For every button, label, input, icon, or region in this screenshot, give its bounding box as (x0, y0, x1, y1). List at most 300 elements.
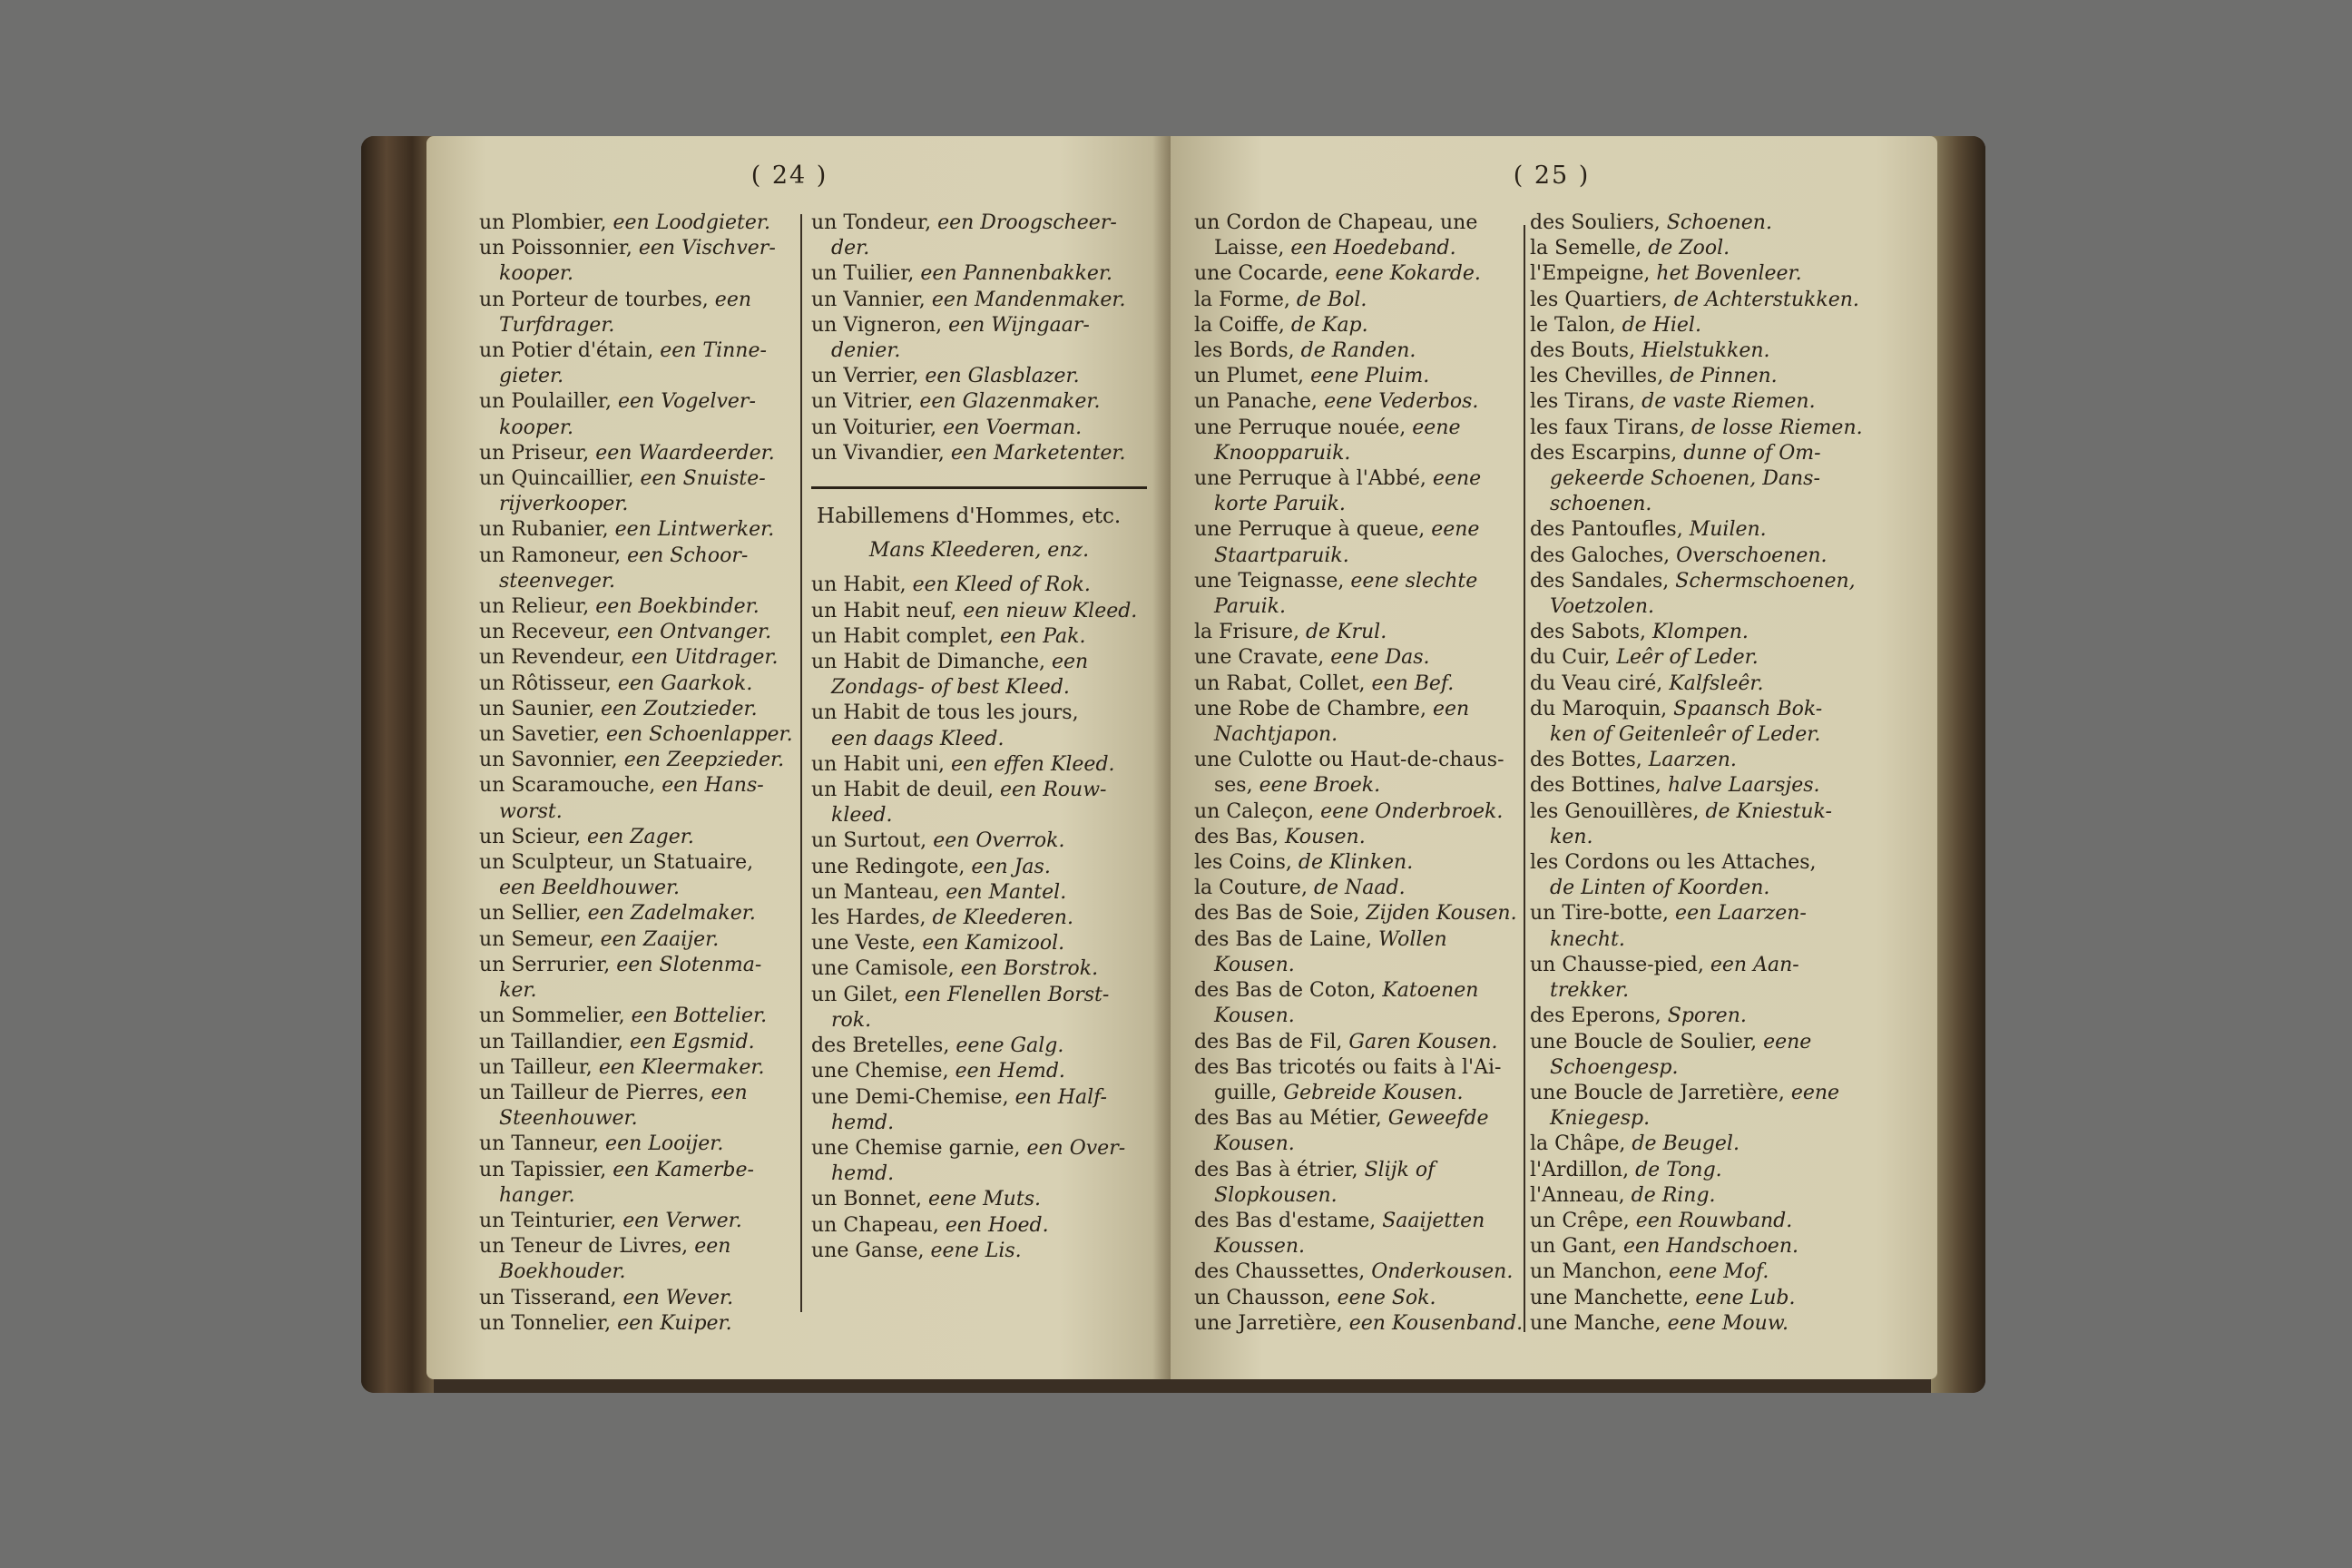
french-term: des Souliers, (1530, 211, 1661, 234)
dictionary-entry (1530, 389, 1893, 415)
dutch-term: eene Sok. (1337, 1286, 1436, 1309)
dictionary-entry (1194, 1055, 1530, 1081)
french-term: un Crêpe, (1530, 1209, 1630, 1232)
dictionary-entry (811, 752, 1147, 778)
dictionary-entry (811, 906, 1147, 931)
entry-continuation (1530, 492, 1893, 517)
dutch-term: de Kap. (1290, 313, 1368, 337)
dutch-term: gieter. (499, 365, 564, 388)
dictionary-entry (1194, 569, 1530, 594)
dutch-term: een Schoenlapper. (605, 723, 793, 747)
french-term: un Savetier, (479, 723, 600, 747)
dictionary-entry (1530, 517, 1893, 543)
french-term: une Cravate, (1194, 646, 1325, 670)
dutch-term: Zijden Kousen. (1366, 902, 1517, 926)
dictionary-entry (1530, 1081, 1893, 1106)
french-term: un Habit neuf, (811, 599, 957, 622)
french-term: un Saunier, (479, 697, 595, 720)
dutch-term: een Snuiste- (640, 467, 766, 491)
dutch-term: een Hans- (662, 774, 764, 798)
french-term: les Coins, (1194, 851, 1292, 875)
french-term: un Relieur, (479, 595, 590, 619)
dictionary-entry (1194, 645, 1530, 671)
column-2-bottom-list (811, 573, 1147, 1263)
dutch-term: de Beugel. (1632, 1132, 1740, 1156)
dictionary-entry (479, 825, 788, 850)
french-term: un Potier d'étain, (479, 339, 654, 363)
french-term: un Chapeau, (811, 1213, 939, 1237)
french-term: l'Empeigne, (1530, 262, 1651, 286)
french-term: la Coiffe, (1194, 313, 1285, 337)
french-term: un Rôtisseur, (479, 671, 612, 695)
french-term: une Boucle de Jarretière, (1530, 1081, 1785, 1104)
dutch-term: knecht. (1550, 927, 1625, 951)
french-term: des Bas de Soie, (1194, 902, 1360, 926)
french-term: une Perruque à queue, (1194, 518, 1426, 542)
dictionary-entry (1530, 1030, 1893, 1055)
french-term: une Boucle de Soulier, (1530, 1030, 1758, 1054)
entry-continuation (811, 803, 1147, 828)
french-term: ses, (1214, 774, 1253, 798)
french-term: un Scieur, (479, 825, 582, 848)
left-page-column-2 (811, 211, 1147, 1264)
dutch-term: een Hemd. (955, 1060, 1065, 1083)
dutch-term: een (694, 1235, 731, 1259)
dictionary-entry (1194, 1311, 1530, 1337)
dutch-term: een Gaarkok. (617, 671, 753, 695)
dictionary-entry (479, 389, 788, 415)
dictionary-entry (1530, 645, 1893, 671)
dutch-term: een Beeldhouwer. (499, 877, 681, 900)
dictionary-entry (1530, 544, 1893, 569)
dutch-term: Staartparuik. (1214, 544, 1349, 567)
dutch-term: Sporen. (1667, 1004, 1747, 1028)
dictionary-entry (1530, 416, 1893, 441)
french-term: un Tuilier, (811, 262, 915, 286)
dictionary-entry (811, 624, 1147, 650)
dutch-term: ken. (1550, 825, 1593, 848)
dutch-term: de Bol. (1296, 288, 1367, 311)
dictionary-entry (479, 288, 788, 313)
entry-continuation (1530, 825, 1893, 850)
french-term: un Receveur, (479, 621, 611, 644)
dutch-term: een Mandenmaker. (931, 288, 1126, 311)
dictionary-entry (1194, 338, 1530, 364)
dictionary-entry (1194, 1030, 1530, 1055)
dictionary-entry (1530, 313, 1893, 338)
dutch-term: Schermschoenen, (1675, 569, 1856, 593)
dictionary-entry (1194, 671, 1530, 697)
dutch-term: Slijk of (1364, 1158, 1436, 1181)
french-term: des Bretelles, (811, 1034, 950, 1058)
dictionary-entry (1530, 1158, 1893, 1183)
dutch-term: een Kamerbe- (612, 1158, 754, 1181)
dictionary-entry (1530, 850, 1893, 876)
dutch-term: een Kleed of Rok. (912, 573, 1091, 597)
french-term: un Scaramouche, (479, 774, 656, 798)
book-right-edge (1931, 136, 1985, 1393)
french-term: des Sabots, (1530, 621, 1647, 644)
book-left-edge (361, 136, 434, 1393)
french-term: un Plombier, (479, 211, 607, 234)
dutch-term: een nieuw Kleed. (963, 599, 1138, 622)
french-term: un Gilet, (811, 983, 898, 1006)
dictionary-entry (1194, 620, 1530, 645)
dutch-term: korte Paruik. (1214, 493, 1346, 516)
french-term: des Bas tricotés ou faits à l'Ai- (1194, 1055, 1502, 1079)
dutch-term: Kousen. (1214, 1004, 1295, 1028)
french-term: un Bonnet, (811, 1188, 922, 1211)
dictionary-entry (479, 953, 788, 978)
french-term: un Teinturier, (479, 1209, 617, 1232)
right-page-column-1 (1194, 211, 1530, 1337)
dictionary-entry (1194, 261, 1530, 287)
dictionary-entry (479, 1286, 788, 1311)
entry-continuation (479, 1259, 788, 1285)
french-term: des Galoches, (1530, 544, 1671, 567)
dutch-term: Overschoenen. (1676, 544, 1828, 567)
dictionary-entry (811, 828, 1147, 854)
french-term: un Savonnier, (479, 749, 618, 772)
dutch-term: Gebreide Kousen. (1283, 1081, 1464, 1104)
french-term: une Manchette, (1530, 1286, 1690, 1309)
dutch-term: Zondags- of best Kleed. (831, 676, 1070, 700)
dutch-term: een Vischver- (638, 237, 776, 260)
dutch-term: een Hoedeband. (1290, 237, 1456, 260)
dictionary-entry (479, 850, 788, 876)
dictionary-entry (1194, 288, 1530, 313)
dutch-term: eene (1412, 416, 1461, 439)
dictionary-entry (479, 671, 788, 697)
dictionary-entry (811, 1187, 1147, 1212)
dutch-term: een Aan- (1710, 953, 1799, 976)
dutch-term: een Borstrok. (960, 957, 1099, 981)
dictionary-entry (479, 1132, 788, 1157)
dutch-term: Koussen. (1214, 1235, 1306, 1259)
dutch-term: eene Mof. (1669, 1260, 1769, 1284)
dutch-term: de Ring. (1631, 1183, 1716, 1207)
french-term: un Vannier, (811, 288, 926, 311)
dutch-term: ken of Geitenleêr of Leder. (1550, 723, 1821, 747)
dutch-term: eene (1432, 467, 1482, 491)
dutch-term: eene Onderbroek. (1320, 799, 1504, 823)
french-term: un Tisserand, (479, 1286, 617, 1309)
french-term: un Revendeur, (479, 646, 625, 670)
dutch-term: de Randen. (1300, 339, 1416, 363)
dutch-term: een Droogscheer- (937, 211, 1117, 234)
dutch-term: hemd. (831, 1111, 895, 1134)
dutch-term: Leêr of Leder. (1616, 646, 1759, 670)
entry-continuation (1530, 876, 1893, 901)
dutch-term: een Uitdrager. (631, 646, 779, 670)
dutch-term: een Waardeerder. (595, 441, 775, 465)
dictionary-entry (1194, 1158, 1530, 1183)
dictionary-entry (1530, 288, 1893, 313)
left-page-column-1 (479, 211, 793, 1337)
dutch-term: de Zool. (1648, 237, 1730, 260)
dictionary-entry (479, 901, 788, 926)
dutch-term: eene Pluim. (1310, 365, 1430, 388)
dutch-term: een Half- (1014, 1085, 1107, 1109)
dictionary-entry (1530, 211, 1893, 236)
dictionary-entry (1530, 697, 1893, 722)
french-term: un Plumet, (1194, 365, 1305, 388)
dictionary-entry (479, 1081, 788, 1106)
dutch-term: Hielstukken. (1642, 339, 1770, 363)
dutch-term: een Glazenmaker. (919, 390, 1101, 414)
entry-continuation (811, 1008, 1147, 1034)
dictionary-entry (479, 594, 788, 620)
dictionary-entry (1194, 697, 1530, 722)
french-term: un Cordon de Chapeau, une (1194, 211, 1478, 234)
french-term: un Habit de Dimanche, (811, 651, 1046, 674)
french-term: un Caleçon, (1194, 799, 1315, 823)
french-term: le Talon, (1530, 313, 1616, 337)
dutch-term: een Over- (1026, 1136, 1126, 1160)
dutch-term: Nachtjapon. (1214, 723, 1338, 747)
dutch-term: Saaijetten (1382, 1209, 1485, 1232)
dutch-term: de vaste Riemen. (1642, 390, 1816, 414)
dictionary-entry (1530, 1183, 1893, 1209)
dutch-term: gekeerde Schoenen, Dans- (1550, 467, 1820, 491)
french-term: des Pantoufles, (1530, 518, 1683, 542)
dictionary-entry (811, 416, 1147, 441)
entry-continuation (1194, 441, 1530, 466)
dutch-term: eene (1431, 518, 1480, 542)
page-number-left: ( 24 ) (750, 162, 828, 190)
dictionary-entry (811, 211, 1147, 236)
french-term: un Habit, (811, 573, 906, 597)
dutch-term: eene Das. (1330, 646, 1430, 670)
french-term: une Ganse, (811, 1239, 925, 1262)
dutch-term: een Ontvanger. (616, 621, 772, 644)
dutch-term: Boekhouder. (499, 1260, 626, 1284)
french-term: un Vigneron, (811, 313, 943, 337)
french-term: des Sandales, (1530, 569, 1670, 593)
dutch-term: een Rouw- (1000, 779, 1107, 802)
dutch-term: eene Muts. (927, 1188, 1041, 1211)
dutch-term: Paruik. (1214, 595, 1286, 619)
french-term: des Eperons, (1530, 1004, 1661, 1028)
column-divider-left (800, 214, 802, 1312)
dutch-term: eene Galg. (956, 1034, 1064, 1058)
french-term: du Cuir, (1530, 646, 1611, 670)
dictionary-entry (1194, 876, 1530, 901)
dutch-term: een Hoed. (945, 1213, 1049, 1237)
dictionary-entry (811, 599, 1147, 624)
dutch-term: een Vogelver- (618, 390, 756, 414)
dutch-term: een Kousenband. (1348, 1311, 1524, 1335)
french-term: un Manteau, (811, 880, 940, 904)
dictionary-entry (811, 389, 1147, 415)
dictionary-entry (811, 288, 1147, 313)
dutch-term: een Schoor- (627, 544, 749, 567)
dutch-term: Kousen. (1214, 953, 1295, 976)
entry-continuation (1194, 1234, 1530, 1259)
entry-continuation (479, 261, 788, 287)
dutch-term: een Lintwerker. (614, 518, 775, 542)
dutch-term: een Kuiper. (617, 1311, 732, 1335)
french-term: une Chemise, (811, 1060, 949, 1083)
dictionary-entry (1194, 927, 1530, 953)
dutch-term: een Zaaijer. (600, 927, 720, 951)
french-term: un Tailleur, (479, 1055, 593, 1079)
french-term: un Taillandier, (479, 1030, 624, 1054)
dutch-term: rijverkooper. (499, 493, 629, 516)
dutch-term: een Bef. (1371, 671, 1455, 695)
dutch-term: een Pannenbakker. (920, 262, 1113, 286)
dutch-term: schoenen. (1550, 493, 1652, 516)
french-term: un Rubanier, (479, 518, 609, 542)
dutch-term: een Rouwband. (1635, 1209, 1793, 1232)
dictionary-entry (1194, 211, 1530, 236)
french-term: la Châpe, (1530, 1132, 1626, 1156)
dictionary-entry (811, 983, 1147, 1008)
french-term: un Habit de tous les jours, (811, 701, 1079, 725)
dutch-term: hanger. (499, 1183, 575, 1207)
entry-continuation (811, 236, 1147, 261)
dutch-term: hemd. (831, 1162, 895, 1186)
dutch-term: een Loodgieter. (612, 211, 770, 234)
dutch-term: eene Broek. (1259, 774, 1381, 798)
dutch-term: Katoenen (1382, 979, 1479, 1003)
dutch-term: trekker. (1550, 979, 1630, 1003)
french-term: les Chevilles, (1530, 365, 1664, 388)
french-term: Laisse, (1214, 237, 1285, 260)
dictionary-entry (479, 517, 788, 543)
dictionary-entry (811, 956, 1147, 982)
french-term: des Bas de Coton, (1194, 979, 1377, 1003)
entry-continuation (1194, 492, 1530, 517)
dictionary-entry (479, 441, 788, 466)
dutch-term: een effen Kleed. (950, 752, 1115, 776)
dictionary-entry (1194, 466, 1530, 492)
dutch-term: een Kamizool. (922, 932, 1065, 956)
dictionary-entry (811, 931, 1147, 956)
dutch-term: eene slechte (1350, 569, 1478, 593)
french-term: un Vitrier, (811, 390, 914, 414)
french-term: des Bas de Laine, (1194, 927, 1372, 951)
french-term: un Tapissier, (479, 1158, 607, 1181)
french-term: du Veau ciré, (1530, 671, 1663, 695)
dutch-term: een Glasblazer. (925, 365, 1080, 388)
dictionary-entry (479, 1209, 788, 1234)
dutch-term: een Slotenma- (616, 953, 762, 976)
dutch-term: Laarzen. (1648, 749, 1737, 772)
dictionary-entry (1530, 236, 1893, 261)
entry-continuation (479, 799, 788, 825)
french-term: un Chausson, (1194, 1286, 1331, 1309)
dutch-term: een Marketenter. (950, 441, 1126, 465)
dutch-term: Steenhouwer. (499, 1107, 638, 1131)
dictionary-entry (1194, 313, 1530, 338)
dutch-term: halve Laarsjes. (1668, 774, 1820, 798)
dutch-term: de Hiel. (1622, 313, 1701, 337)
french-term: des Bas au Métier, (1194, 1107, 1382, 1131)
dutch-term: een daags Kleed. (831, 727, 1004, 750)
dutch-term: een Boekbinder. (595, 595, 760, 619)
french-term: une Cocarde, (1194, 262, 1329, 286)
dictionary-entry (479, 544, 788, 569)
dutch-term: de Krul. (1305, 621, 1387, 644)
french-term: l'Anneau, (1530, 1183, 1625, 1207)
french-term: un Habit complet, (811, 624, 994, 648)
entry-continuation (1194, 544, 1530, 569)
dictionary-entry (1194, 1286, 1530, 1311)
entry-continuation (811, 675, 1147, 701)
dictionary-entry (1194, 773, 1530, 799)
dutch-term: een Zager. (587, 825, 694, 848)
entry-continuation (1194, 1132, 1530, 1157)
dictionary-entry (1530, 338, 1893, 364)
french-term: un Tailleur de Pierres, (479, 1081, 705, 1104)
dictionary-entry (811, 1213, 1147, 1239)
dictionary-entry (1530, 441, 1893, 466)
section-rule (811, 486, 1147, 489)
dutch-term: eene Mouw. (1667, 1311, 1789, 1335)
dictionary-entry (1194, 236, 1530, 261)
french-term: des Bottes, (1530, 749, 1642, 772)
french-term: un Poulailler, (479, 390, 612, 414)
entry-continuation (479, 1106, 788, 1132)
dictionary-entry (811, 650, 1147, 675)
column-divider-right (1524, 225, 1525, 1332)
dutch-term: eene Lub. (1695, 1286, 1796, 1309)
entry-continuation (811, 338, 1147, 364)
french-term: les Genouillères, (1530, 799, 1700, 823)
entry-continuation (1530, 927, 1893, 953)
french-term: les Quartiers, (1530, 288, 1668, 311)
french-term: la Frisure, (1194, 621, 1299, 644)
dictionary-entry (1530, 569, 1893, 594)
dictionary-entry (811, 1239, 1147, 1264)
dictionary-entry (479, 697, 788, 722)
french-term: un Priseur, (479, 441, 590, 465)
french-term: un Sommelier, (479, 1004, 625, 1028)
french-term: un Manchon, (1530, 1260, 1663, 1284)
french-term: un Sculpteur, un Statuaire, (479, 851, 754, 875)
dictionary-entry (1530, 953, 1893, 978)
dutch-term: een Verwer. (622, 1209, 742, 1232)
dutch-term: kleed. (831, 804, 893, 828)
french-term: des Bottines, (1530, 774, 1661, 798)
dutch-term: Klompen. (1652, 621, 1749, 644)
entry-continuation (811, 1161, 1147, 1187)
entry-continuation (479, 1183, 788, 1209)
dutch-term: een Looijer. (605, 1132, 724, 1156)
french-term: un Tondeur, (811, 211, 932, 234)
french-term: un Voiturier, (811, 416, 937, 439)
entry-continuation (479, 978, 788, 1004)
dictionary-entry (1194, 825, 1530, 850)
dutch-term: eene (1763, 1030, 1812, 1054)
french-term: une Perruque nouée, (1194, 416, 1406, 439)
dictionary-entry (811, 880, 1147, 906)
right-page (1171, 136, 1937, 1379)
dictionary-entry (479, 236, 788, 261)
french-term: un Verrier, (811, 365, 919, 388)
dutch-term: een Handschoen. (1623, 1235, 1798, 1259)
dictionary-entry (811, 313, 1147, 338)
dutch-term: een (1432, 697, 1470, 720)
dutch-term: de Kleederen. (932, 906, 1073, 930)
entry-continuation (479, 876, 788, 901)
dictionary-entry (479, 1234, 788, 1259)
dutch-term: een Egsmid. (630, 1030, 755, 1054)
dutch-term: Turfdrager. (499, 313, 615, 337)
dutch-term: worst. (499, 799, 563, 823)
french-term: une Redingote, (811, 855, 965, 878)
